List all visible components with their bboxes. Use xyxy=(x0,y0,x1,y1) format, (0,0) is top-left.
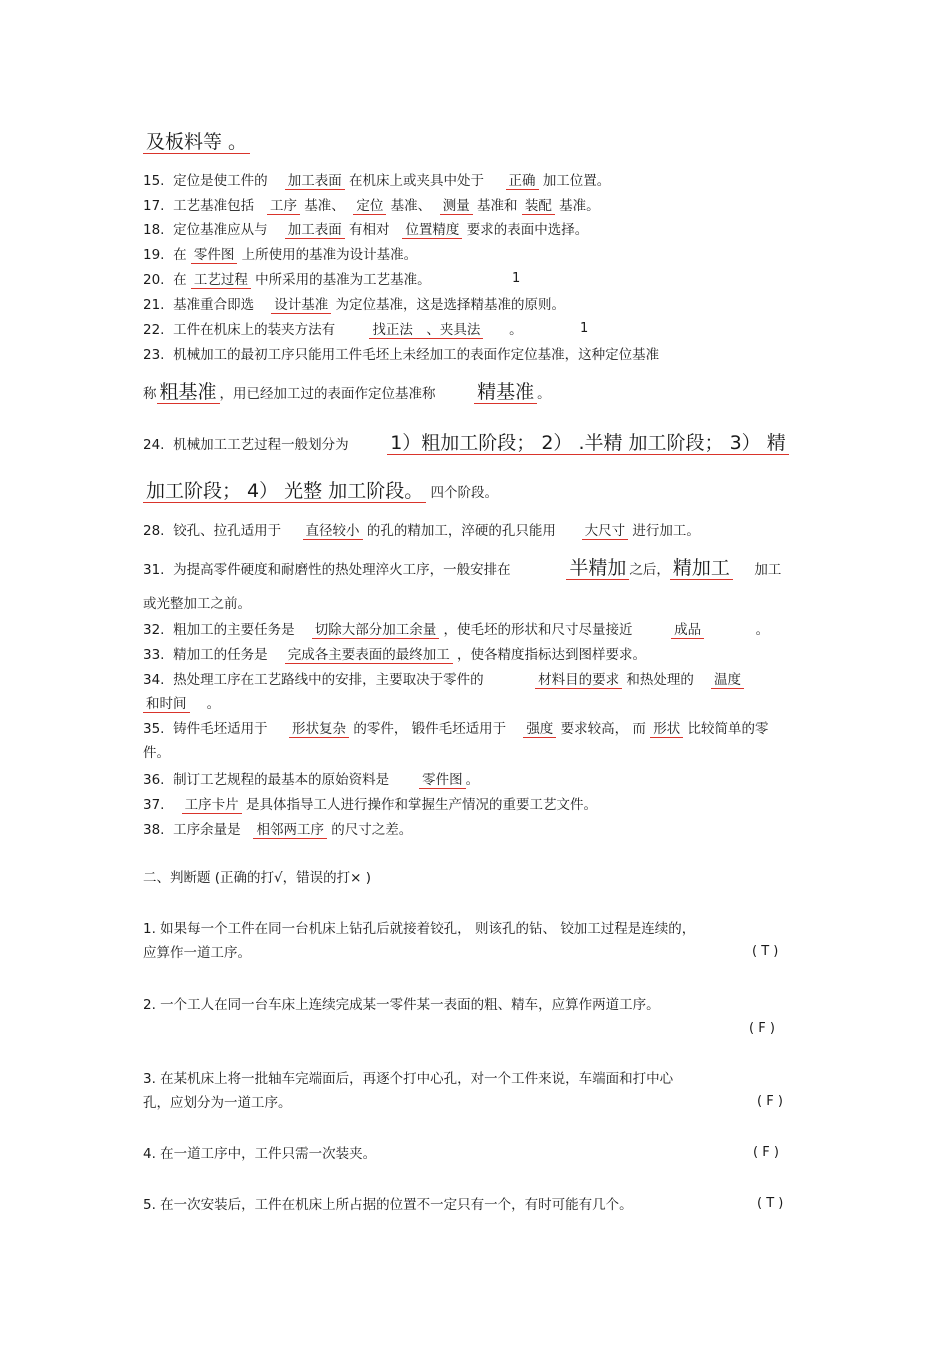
judge-1-cont: 应算作一道工序。 xyxy=(143,945,251,961)
q-text: 为定位基准，这是选择精基准的原则。 xyxy=(335,297,566,313)
answer-blank: 零件图 xyxy=(419,772,466,789)
q-text: 件。 xyxy=(143,745,170,761)
q-text: 有相对 xyxy=(349,222,390,238)
q-text: 机械加工的最初工序只能用工件毛坯上未经加工的表面作定位基准，这种定位基准 xyxy=(173,347,660,363)
q-text: 和热处理的 xyxy=(626,672,694,688)
q-text: ，使各精度指标达到图样要求。 xyxy=(457,647,647,663)
answer-blank: 材料目的要求 xyxy=(535,672,622,689)
answer-blank: 位置精度 xyxy=(402,222,462,239)
question-15 xyxy=(143,172,610,190)
q-number: 36. xyxy=(143,772,165,788)
answer-blank: 直径较小 xyxy=(303,523,363,540)
q-text: ，使毛坯的形状和尺寸尽量接近 xyxy=(443,622,633,638)
answer-blank: 零件图 xyxy=(191,247,238,264)
q-number: 32. xyxy=(143,622,165,638)
q-text: 工序余量是 xyxy=(173,822,241,838)
q-text: 上所使用的基准为设计基准。 xyxy=(241,247,418,263)
q-text: 热处理工序在工艺路线中的安排，主要取决于零件的 xyxy=(173,672,484,688)
judge-1: 1. 如果每一个工件在同一台机床上钻孔后就接着铰孔， 则该孔的钻、 铰加工过程是连续的， xyxy=(143,921,696,937)
q-number: 28. xyxy=(143,523,165,539)
answer-blank: 正确 xyxy=(506,173,539,190)
question-37 xyxy=(143,796,597,814)
q-text: 铰孔、拉孔适用于 xyxy=(173,523,282,539)
q-number: 34. xyxy=(143,672,165,688)
q-text: 要求较高， 而 xyxy=(560,721,646,737)
answer-blank: 相邻两工序 xyxy=(253,822,327,839)
q-text: 进行加工。 xyxy=(632,523,700,539)
q-text: 工艺基准包括 xyxy=(173,198,255,214)
q-number: 21. xyxy=(143,297,165,313)
section-heading: 二、判断题 (正确的打√，错误的打× ) xyxy=(143,870,372,886)
answer-blank: 工艺过程 xyxy=(191,272,251,289)
q-text: 基准、 xyxy=(390,198,432,214)
question-34 xyxy=(143,671,744,689)
q-number: 38. xyxy=(143,822,165,838)
question-31 xyxy=(143,556,781,580)
q-text: 基准重合即选 xyxy=(173,297,255,313)
answer-blank: 测量 xyxy=(440,198,473,215)
judge-1-answer: ( T ) xyxy=(752,944,779,959)
q-text: 在 xyxy=(173,272,187,288)
q-text: 的孔的精加工，淬硬的孔只能用 xyxy=(366,523,556,539)
judge-4: 4. 在一道工序中，工件只需一次装夹。 xyxy=(143,1146,377,1162)
q-text: 中所采用的基准为工艺基准。 xyxy=(255,272,431,288)
q-number: 33. xyxy=(143,647,165,663)
answer-blank: 1）粗加工阶段； 2） .半精 加工阶段； 3） 精 xyxy=(387,432,789,455)
question-24-cont xyxy=(143,479,498,503)
q-text: 精加工的任务是 xyxy=(173,647,268,663)
answer-blank: 切除大部分加工余量 xyxy=(312,622,440,639)
q-text: 基准。 xyxy=(559,198,600,214)
answer-blank: 形状复杂 xyxy=(289,721,349,738)
q-text: 为提高零件硬度和耐磨性的热处理淬火工序，一般安排在 xyxy=(173,562,511,578)
answer-blank: 工序卡片 xyxy=(182,797,242,814)
q-text: 的零件， 锻件毛坯适用于 xyxy=(353,721,507,737)
question-20 xyxy=(143,271,431,289)
q-text: 。 xyxy=(537,386,551,402)
judge-2: 2. 一个工人在同一台车床上连续完成某一零件某一表面的粗、精车，应算作两道工序。 xyxy=(143,997,660,1013)
answer-blank: 精基准 xyxy=(474,381,537,404)
q-text: 四个阶段。 xyxy=(430,485,499,501)
q-number: 20. xyxy=(143,272,165,288)
answer-blank: 半精加 xyxy=(566,557,629,580)
q-text: 要求的表面中选择。 xyxy=(466,222,589,238)
answer-blank: 加工表面 xyxy=(285,222,345,239)
q-text: 或光整加工之前。 xyxy=(143,596,251,612)
answer-blank: 形状 xyxy=(650,721,683,738)
q-number: 37. xyxy=(143,797,165,813)
q-text: 工件在机床上的装夹方法有 xyxy=(173,322,336,338)
stray-mark: 1 xyxy=(580,321,589,336)
q-number: 22. xyxy=(143,322,165,338)
fragment-period: 。 xyxy=(225,131,250,154)
q-text: 在 xyxy=(173,247,187,263)
fragment-answer: 及板料等 xyxy=(143,131,225,154)
answer-blank: 完成各主要表面的最终加工 xyxy=(285,647,453,664)
q-text: 。 xyxy=(206,696,221,712)
judge-3: 3. 在某机床上将一批轴车完端面后，再逐个打中心孔，对一个工件来说，车端面和打中心 xyxy=(143,1071,674,1087)
fragment-line xyxy=(143,130,250,154)
q-text: 基准、 xyxy=(304,198,345,214)
answer-blank: 精加工 xyxy=(670,557,733,580)
question-23-cont xyxy=(143,380,551,404)
q-number: 18. xyxy=(143,222,165,238)
q-text: 。 xyxy=(755,622,770,638)
q-text: 机械加工工艺过程一般划分为 xyxy=(173,437,349,453)
question-34-cont xyxy=(143,695,220,713)
q-text: 定位是使工件的 xyxy=(173,173,268,189)
q-text: 加工 xyxy=(754,562,782,578)
answer-blank: 定位 xyxy=(353,198,386,215)
answer-blank: 加工阶段； 4） 光整 加工阶段。 xyxy=(143,480,426,503)
q-text: 基准和 xyxy=(477,198,518,214)
judge-2-answer: ( F ) xyxy=(749,1021,775,1036)
q-number: 24. xyxy=(143,437,165,453)
question-22 xyxy=(143,321,523,339)
answer-blank: 强度 xyxy=(523,721,556,738)
question-17 xyxy=(143,197,600,215)
question-24 xyxy=(143,431,789,455)
q-number: 31. xyxy=(143,562,165,578)
judge-4-answer: ( F ) xyxy=(753,1145,779,1160)
question-36 xyxy=(143,771,479,789)
q-number: 17. xyxy=(143,198,165,214)
question-28 xyxy=(143,522,700,540)
answer-blank: 设计基准 xyxy=(271,297,331,314)
judge-3-answer: ( F ) xyxy=(757,1094,783,1109)
question-18 xyxy=(143,221,588,239)
q-text: 之后， xyxy=(629,562,670,578)
judge-5-answer: ( T ) xyxy=(757,1196,784,1211)
q-number: 35. xyxy=(143,721,165,737)
question-31-cont xyxy=(143,595,251,613)
q-text: 。 xyxy=(465,772,480,788)
answer-blank: 粗基准 xyxy=(157,381,220,404)
answer-blank: 装配 xyxy=(522,198,555,215)
q-text: 在机床上或夹具中处于 xyxy=(349,173,485,189)
question-21 xyxy=(143,296,565,314)
answer-blank: 加工表面 xyxy=(285,173,345,190)
question-32 xyxy=(143,621,769,639)
q-number: 15. xyxy=(143,173,165,189)
q-text: 的尺寸之差。 xyxy=(331,822,413,838)
answer-blank: 大尺寸 xyxy=(582,523,629,540)
q-text: 是具体指导工人进行操作和掌握生产情况的重要工艺文件。 xyxy=(245,797,597,813)
q-text: 铸件毛坯适用于 xyxy=(173,721,268,737)
answer-blank: 找正法 、夹具法 xyxy=(369,322,483,339)
q-text: 称 xyxy=(143,386,157,402)
q-text: 定位基准应从与 xyxy=(173,222,268,238)
question-38 xyxy=(143,821,412,839)
q-text: 制订工艺规程的最基本的原始资料是 xyxy=(173,772,390,788)
question-19 xyxy=(143,246,417,264)
q-text: 比较简单的零 xyxy=(687,721,769,737)
answer-blank: 工序 xyxy=(267,198,300,215)
judge-5: 5. 在一次安装后，工件在机床上所占据的位置不一定只有一个，有时可能有几个。 xyxy=(143,1197,633,1213)
q-text: 。 xyxy=(509,322,523,338)
question-33 xyxy=(143,646,646,664)
stray-mark: 1 xyxy=(512,271,521,286)
question-35 xyxy=(143,720,769,738)
q-text: ，用已经加工过的表面作定位基准称 xyxy=(219,386,436,402)
question-35-cont xyxy=(143,744,170,762)
question-23 xyxy=(143,346,659,364)
q-number: 19. xyxy=(143,247,165,263)
q-number: 23. xyxy=(143,347,165,363)
judge-3-cont: 孔，应划分为一道工序。 xyxy=(143,1095,292,1111)
q-text: 粗加工的主要任务是 xyxy=(173,622,295,638)
answer-blank: 温度 xyxy=(711,672,744,689)
q-text: 加工位置。 xyxy=(542,173,611,189)
answer-blank: 成品 xyxy=(671,622,704,639)
answer-blank: 和时间 xyxy=(143,696,190,713)
